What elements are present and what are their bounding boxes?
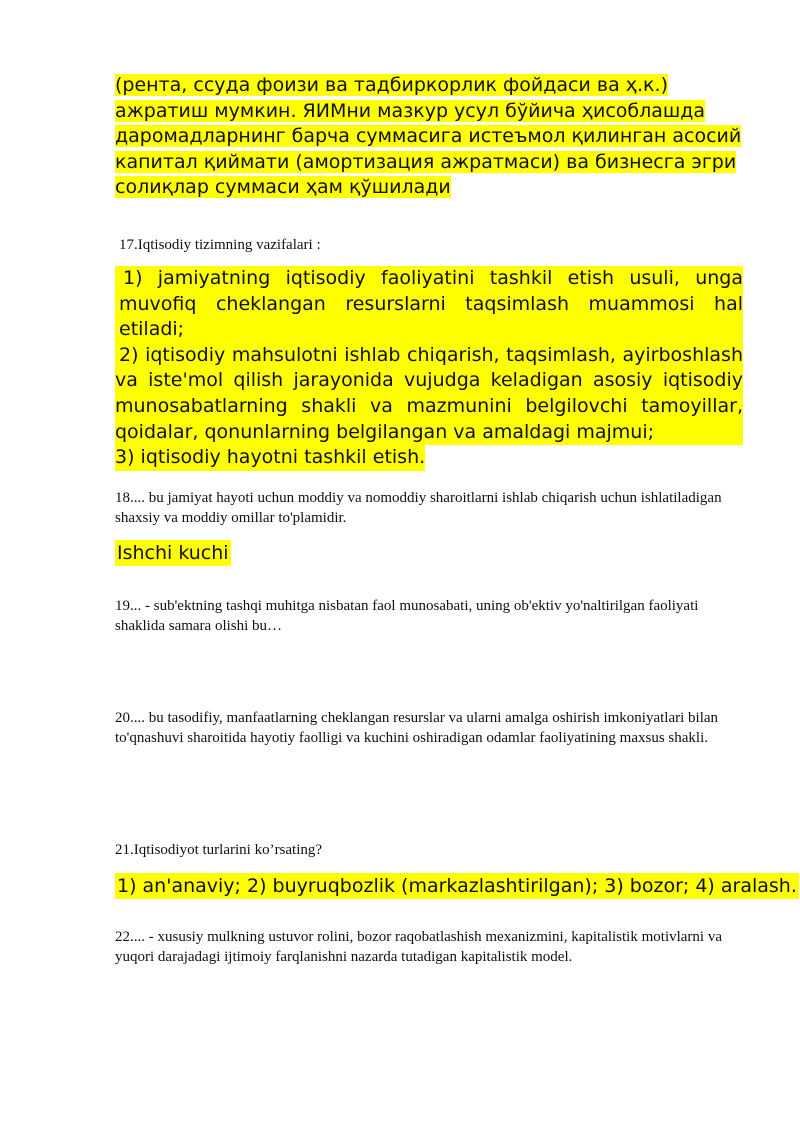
question-17: 17.Iqtisodiy tizimning vazifalari : [119, 237, 321, 253]
answer-18: Ishchi kuchi [117, 542, 229, 564]
question-22: 22.... - xususiy mulkning ustuvor rolini, bozor raqobatlashish mexanizmini, kapitalistik motivlarni va yuqori darajadagi ijtimoiy farqlanishni nazarda tutadigan kapitalistik model. [115, 929, 723, 965]
question-21: 21.Iqtisodiyot turlarini ko’rsating? [115, 842, 323, 858]
question-18: 18.... bu jamiyat hayoti uchun moddiy va nomoddiy sharoitlarni ishlab chiqarish uchun ishlatiladigan shaxsiy va moddiy omillar to'plamidir. [115, 490, 722, 526]
answer-17-item-2: 2) iqtisodiy mahsulotni ishlab chiqarish, taqsimlash, ayirboshlash va iste'mol qilish jarayonida vujudga keladigan asosiy iqtisodiy munosabatlarning shakli va mazmunini belgilovchi tamoyillar, qoidalar, qonunlarning belgilangan va amaldagi majmui; [115, 343, 743, 445]
question-19: 19... - sub'ektning tashqi muhitga nisbatan faol munosabati, uning ob'ektiv yo'naltirilgan faoliyati shaklida samara olishi bu… [115, 598, 699, 634]
answer-17-item-3: 3) iqtisodiy hayotni tashkil etish. [115, 445, 425, 471]
question-20: 20.... bu tasodifiy, manfaatlarning cheklangan resurslar va ularni amalga oshirish imkoniyatlari bilan to'qnashuvi sharoitida hayotiy faolligi va kuchini oshiradigan odamlar faoliyatining maxsus shakli. [115, 710, 719, 746]
gdp-income-method-text: (рента, ссуда фоизи ва тадбиркорлик фойдаси ва ҳ.к.) ажратиш мумкин. ЯИМни мазкур усул бўйича ҳисоблашда даромадларнинг барча суммасига истеъмол қилинган асосий капитал қиймати (амортизация ажратмаси) ва бизнесга эгри солиқлар суммаси ҳам қўшилади [115, 74, 742, 199]
answer-21: 1) an'anaviy; 2) buyruqbozlik (markazlashtirilgan); 3) bozor; 4) aralash. [117, 875, 797, 897]
answer-17-block [115, 266, 743, 471]
highlighted-paragraph-gdp [115, 73, 743, 201]
answer-17-item-1: 1) jamiyatning iqtisodiy faoliyatini tashkil etish usuli, unga muvofiq cheklangan resurslarni taqsimlash muammosi hal etiladi; [115, 266, 743, 343]
